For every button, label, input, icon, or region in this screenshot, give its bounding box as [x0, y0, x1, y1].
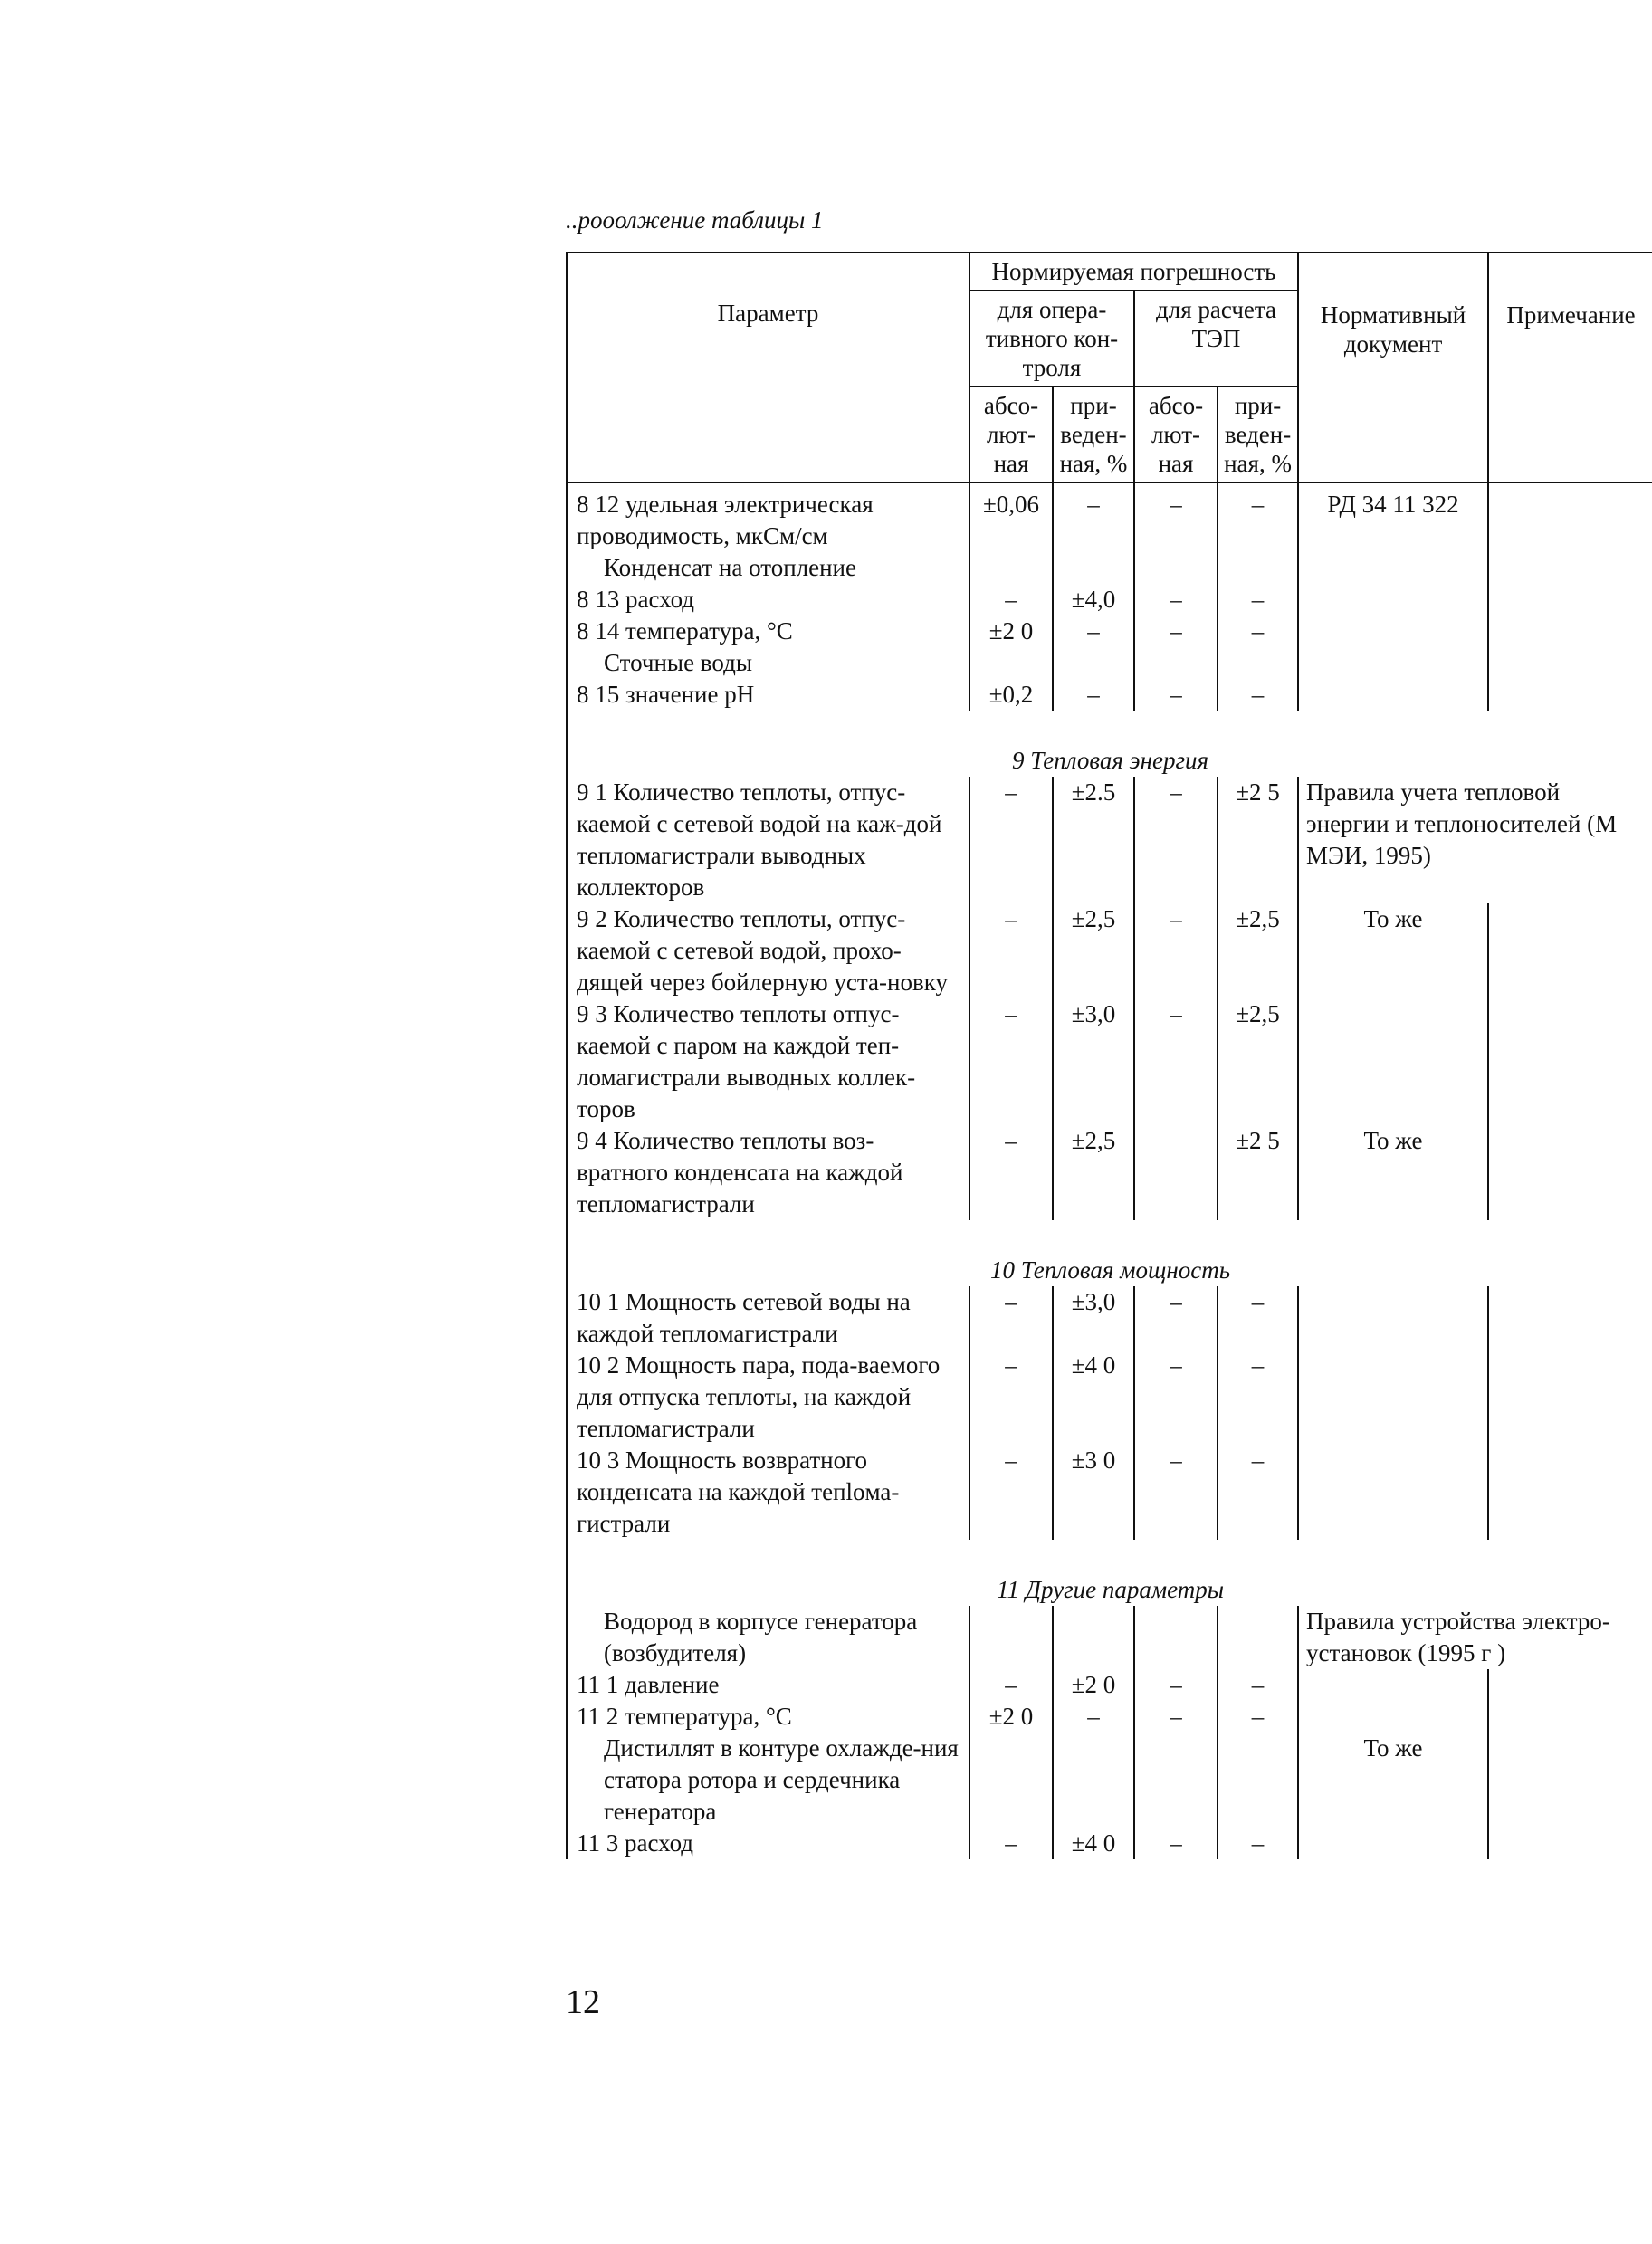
param-cell: 10 1 Мощность сетевой воды на каждой тепломагистрали	[567, 1286, 969, 1350]
table-caption: ..pooолжение таблицы 1	[566, 206, 824, 234]
value-cell: –	[1218, 616, 1298, 647]
header-operational: для опера-тивного кон-троля	[969, 291, 1134, 387]
header-reduced-2: при-веден-ная, %	[1218, 387, 1298, 482]
value-cell	[1134, 1125, 1218, 1220]
param-cell: 9 3 Количество теплоты отпус-каемой с паром на каждой теп-ломагистрали выводных коллек-торов	[567, 998, 969, 1125]
value-cell: –	[1218, 1669, 1298, 1701]
header-absolute-2: абсо-лют-ная	[1134, 387, 1218, 482]
value-cell: ±4 0	[1053, 1350, 1134, 1445]
value-cell: –	[1134, 1286, 1218, 1350]
note-cell	[1488, 647, 1652, 679]
note-cell	[1488, 1701, 1652, 1733]
value-cell: –	[1053, 482, 1134, 552]
header-reduced: при-веден-ная, %	[1053, 387, 1134, 482]
value-cell: –	[1053, 1701, 1134, 1733]
doc-cell	[1298, 1828, 1488, 1859]
value-cell	[969, 1606, 1053, 1669]
param-cell: 10 3 Мощность возвратного конденсата на каждой тепloма-гистрали	[567, 1445, 969, 1540]
table-row	[567, 552, 1652, 584]
value-cell: –	[969, 1445, 1053, 1540]
value-cell: –	[1218, 1701, 1298, 1733]
doc-cell: Правила устройства электро-установок (1995 г )	[1298, 1606, 1652, 1669]
value-cell: ±2 0	[969, 616, 1053, 647]
param-subheading: Конденсат на отопление	[604, 554, 856, 581]
value-cell	[1053, 1606, 1134, 1669]
table-row	[567, 1606, 1652, 1669]
section-title: 11 Другие параметры	[567, 1540, 1652, 1606]
param-cell: 9 4 Количество теплоты воз-вратного конденсата на каждой тепломагистрали	[567, 1125, 969, 1220]
value-cell: –	[969, 903, 1053, 998]
value-cell: –	[969, 1669, 1053, 1701]
section-title: 10 Тепловая мощность	[567, 1220, 1652, 1286]
param-cell: 11 1 давление	[567, 1669, 969, 1701]
note-cell	[1488, 998, 1652, 1125]
doc-cell	[1298, 1350, 1488, 1445]
table-row	[567, 777, 1652, 903]
table-row	[567, 584, 1652, 616]
table-row	[567, 482, 1652, 552]
doc-cell	[1298, 679, 1488, 711]
param-cell: 9 1 Количество теплоты, отпус-каемой с сетевой водой на каж-дой тепломагистрали выводных коллекторов	[567, 777, 969, 903]
table-row	[567, 1669, 1652, 1701]
value-cell: –	[1218, 482, 1298, 552]
value-cell	[1053, 552, 1134, 584]
value-cell	[1134, 552, 1218, 584]
param-cell	[567, 1606, 969, 1669]
value-cell: ±3 0	[1053, 1445, 1134, 1540]
value-cell: –	[1134, 482, 1218, 552]
value-cell: –	[1134, 777, 1218, 903]
value-cell	[1218, 1606, 1298, 1669]
doc-cell	[1298, 1286, 1488, 1350]
doc-cell	[1298, 1445, 1488, 1540]
value-cell: ±2,5	[1218, 903, 1298, 998]
value-cell: –	[969, 1350, 1053, 1445]
param-cell: 8 14 температура, °С	[567, 616, 969, 647]
doc-cell: РД 34 11 322	[1298, 482, 1488, 552]
param-cell: 11 3 расход	[567, 1828, 969, 1859]
section-row	[567, 1220, 1652, 1286]
doc-cell	[1298, 584, 1488, 616]
table-row	[567, 1350, 1652, 1445]
param-cell	[567, 647, 969, 679]
value-cell: ±4 0	[1053, 1828, 1134, 1859]
value-cell	[969, 647, 1053, 679]
note-cell	[1488, 903, 1652, 998]
value-cell	[1134, 1606, 1218, 1669]
value-cell: –	[969, 584, 1053, 616]
doc-cell	[1298, 647, 1488, 679]
value-cell: ±0,06	[969, 482, 1053, 552]
value-cell: ±3,0	[1053, 998, 1134, 1125]
value-cell: ±2,5	[1053, 903, 1134, 998]
value-cell: ±2,5	[1218, 998, 1298, 1125]
doc-cell	[1298, 552, 1488, 584]
table-row	[567, 679, 1652, 711]
value-cell: –	[1134, 998, 1218, 1125]
value-cell: –	[1218, 1445, 1298, 1540]
page-number: 12	[566, 1983, 600, 2021]
value-cell: –	[1134, 584, 1218, 616]
note-cell	[1488, 616, 1652, 647]
value-cell: –	[1134, 1669, 1218, 1701]
note-cell	[1488, 1125, 1652, 1220]
table-row	[567, 998, 1652, 1125]
table-row	[567, 1286, 1652, 1350]
param-cell: 8 12 удельная электрическая проводимость, мкСм/см	[567, 482, 969, 552]
value-cell: ±0,2	[969, 679, 1053, 711]
doc-cell	[1298, 1701, 1488, 1733]
section-title: 9 Тепловая энергия	[567, 711, 1652, 777]
value-cell: –	[1134, 903, 1218, 998]
table-row	[567, 616, 1652, 647]
value-cell	[1053, 647, 1134, 679]
param-cell	[567, 552, 969, 584]
value-cell: –	[1134, 1445, 1218, 1540]
value-cell	[1218, 1733, 1298, 1828]
value-cell: –	[969, 998, 1053, 1125]
header-parameter: Параметр	[567, 253, 969, 482]
note-cell	[1488, 482, 1652, 552]
param-cell: 11 2 температура, °С	[567, 1701, 969, 1733]
value-cell: ±2 0	[969, 1701, 1053, 1733]
value-cell: ±2.5	[1053, 777, 1134, 903]
value-cell: –	[1134, 1701, 1218, 1733]
section-row	[567, 711, 1652, 777]
header-note: Примечание	[1488, 253, 1652, 482]
value-cell: –	[1134, 616, 1218, 647]
value-cell: –	[1134, 679, 1218, 711]
table-row	[567, 903, 1652, 998]
value-cell: –	[1053, 616, 1134, 647]
note-cell	[1488, 1350, 1652, 1445]
value-cell	[1134, 647, 1218, 679]
table-row	[567, 1125, 1652, 1220]
value-cell: –	[969, 1125, 1053, 1220]
value-cell	[969, 552, 1053, 584]
value-cell: –	[1218, 1828, 1298, 1859]
value-cell	[969, 1733, 1053, 1828]
param-subheading: Водород в корпусе генератора (возбудителя)	[604, 1608, 918, 1666]
doc-cell: То же	[1298, 1125, 1488, 1220]
param-cell: 10 2 Мощность пара, пода-ваемого для отпуска теплоты, на каждой тепломагистрали	[567, 1350, 969, 1445]
header-tep: для расчета ТЭП	[1134, 291, 1298, 387]
doc-cell	[1298, 1669, 1488, 1701]
param-subheading: Дистиллят в контуре охлажде-ния статора ротора и сердечника генератора	[604, 1734, 959, 1825]
value-cell: –	[1134, 1828, 1218, 1859]
parameters-table	[566, 252, 1652, 1859]
note-cell	[1488, 584, 1652, 616]
note-cell	[1488, 552, 1652, 584]
note-cell	[1488, 679, 1652, 711]
note-cell	[1488, 1445, 1652, 1540]
table-row	[567, 1701, 1652, 1733]
value-cell: ±2 5	[1218, 1125, 1298, 1220]
section-row	[567, 1540, 1652, 1606]
header-doc: Нормативный документ	[1298, 253, 1488, 482]
doc-cell: То же	[1298, 903, 1488, 998]
note-cell	[1488, 1669, 1652, 1701]
value-cell	[1218, 647, 1298, 679]
doc-cell: То же	[1298, 1733, 1488, 1828]
value-cell: –	[1134, 1350, 1218, 1445]
value-cell: –	[1053, 679, 1134, 711]
param-subheading: Сточные воды	[604, 649, 752, 676]
value-cell: ±3,0	[1053, 1286, 1134, 1350]
param-cell: 8 13 расход	[567, 584, 969, 616]
value-cell: –	[1218, 584, 1298, 616]
value-cell: ±2,5	[1053, 1125, 1134, 1220]
doc-cell	[1298, 998, 1488, 1125]
table-row	[567, 1733, 1652, 1828]
doc-cell	[1298, 616, 1488, 647]
value-cell	[1218, 552, 1298, 584]
note-cell	[1488, 1828, 1652, 1859]
table-row	[567, 647, 1652, 679]
param-cell	[567, 1733, 969, 1828]
table-row	[567, 1828, 1652, 1859]
value-cell: –	[1218, 1350, 1298, 1445]
value-cell: –	[969, 777, 1053, 903]
table-row	[567, 1445, 1652, 1540]
header-absolute: абсо-лют-ная	[969, 387, 1053, 482]
note-cell	[1488, 1733, 1652, 1828]
doc-cell: Правила учета тепловой энергии и теплоносителей (М МЭИ, 1995)	[1298, 777, 1652, 903]
value-cell: –	[1218, 679, 1298, 711]
note-cell	[1488, 1286, 1652, 1350]
value-cell: –	[1218, 1286, 1298, 1350]
value-cell	[1053, 1733, 1134, 1828]
header-normalized-error: Нормируемая погрешность	[969, 253, 1298, 291]
value-cell: –	[969, 1286, 1053, 1350]
value-cell: ±4,0	[1053, 584, 1134, 616]
value-cell: ±2 0	[1053, 1669, 1134, 1701]
value-cell	[1134, 1733, 1218, 1828]
param-cell: 9 2 Количество теплоты, отпус-каемой с сетевой водой, прохо-дящей через бойлерную уста-новку	[567, 903, 969, 998]
value-cell: ±2 5	[1218, 777, 1298, 903]
param-cell: 8 15 значение pH	[567, 679, 969, 711]
value-cell: –	[969, 1828, 1053, 1859]
